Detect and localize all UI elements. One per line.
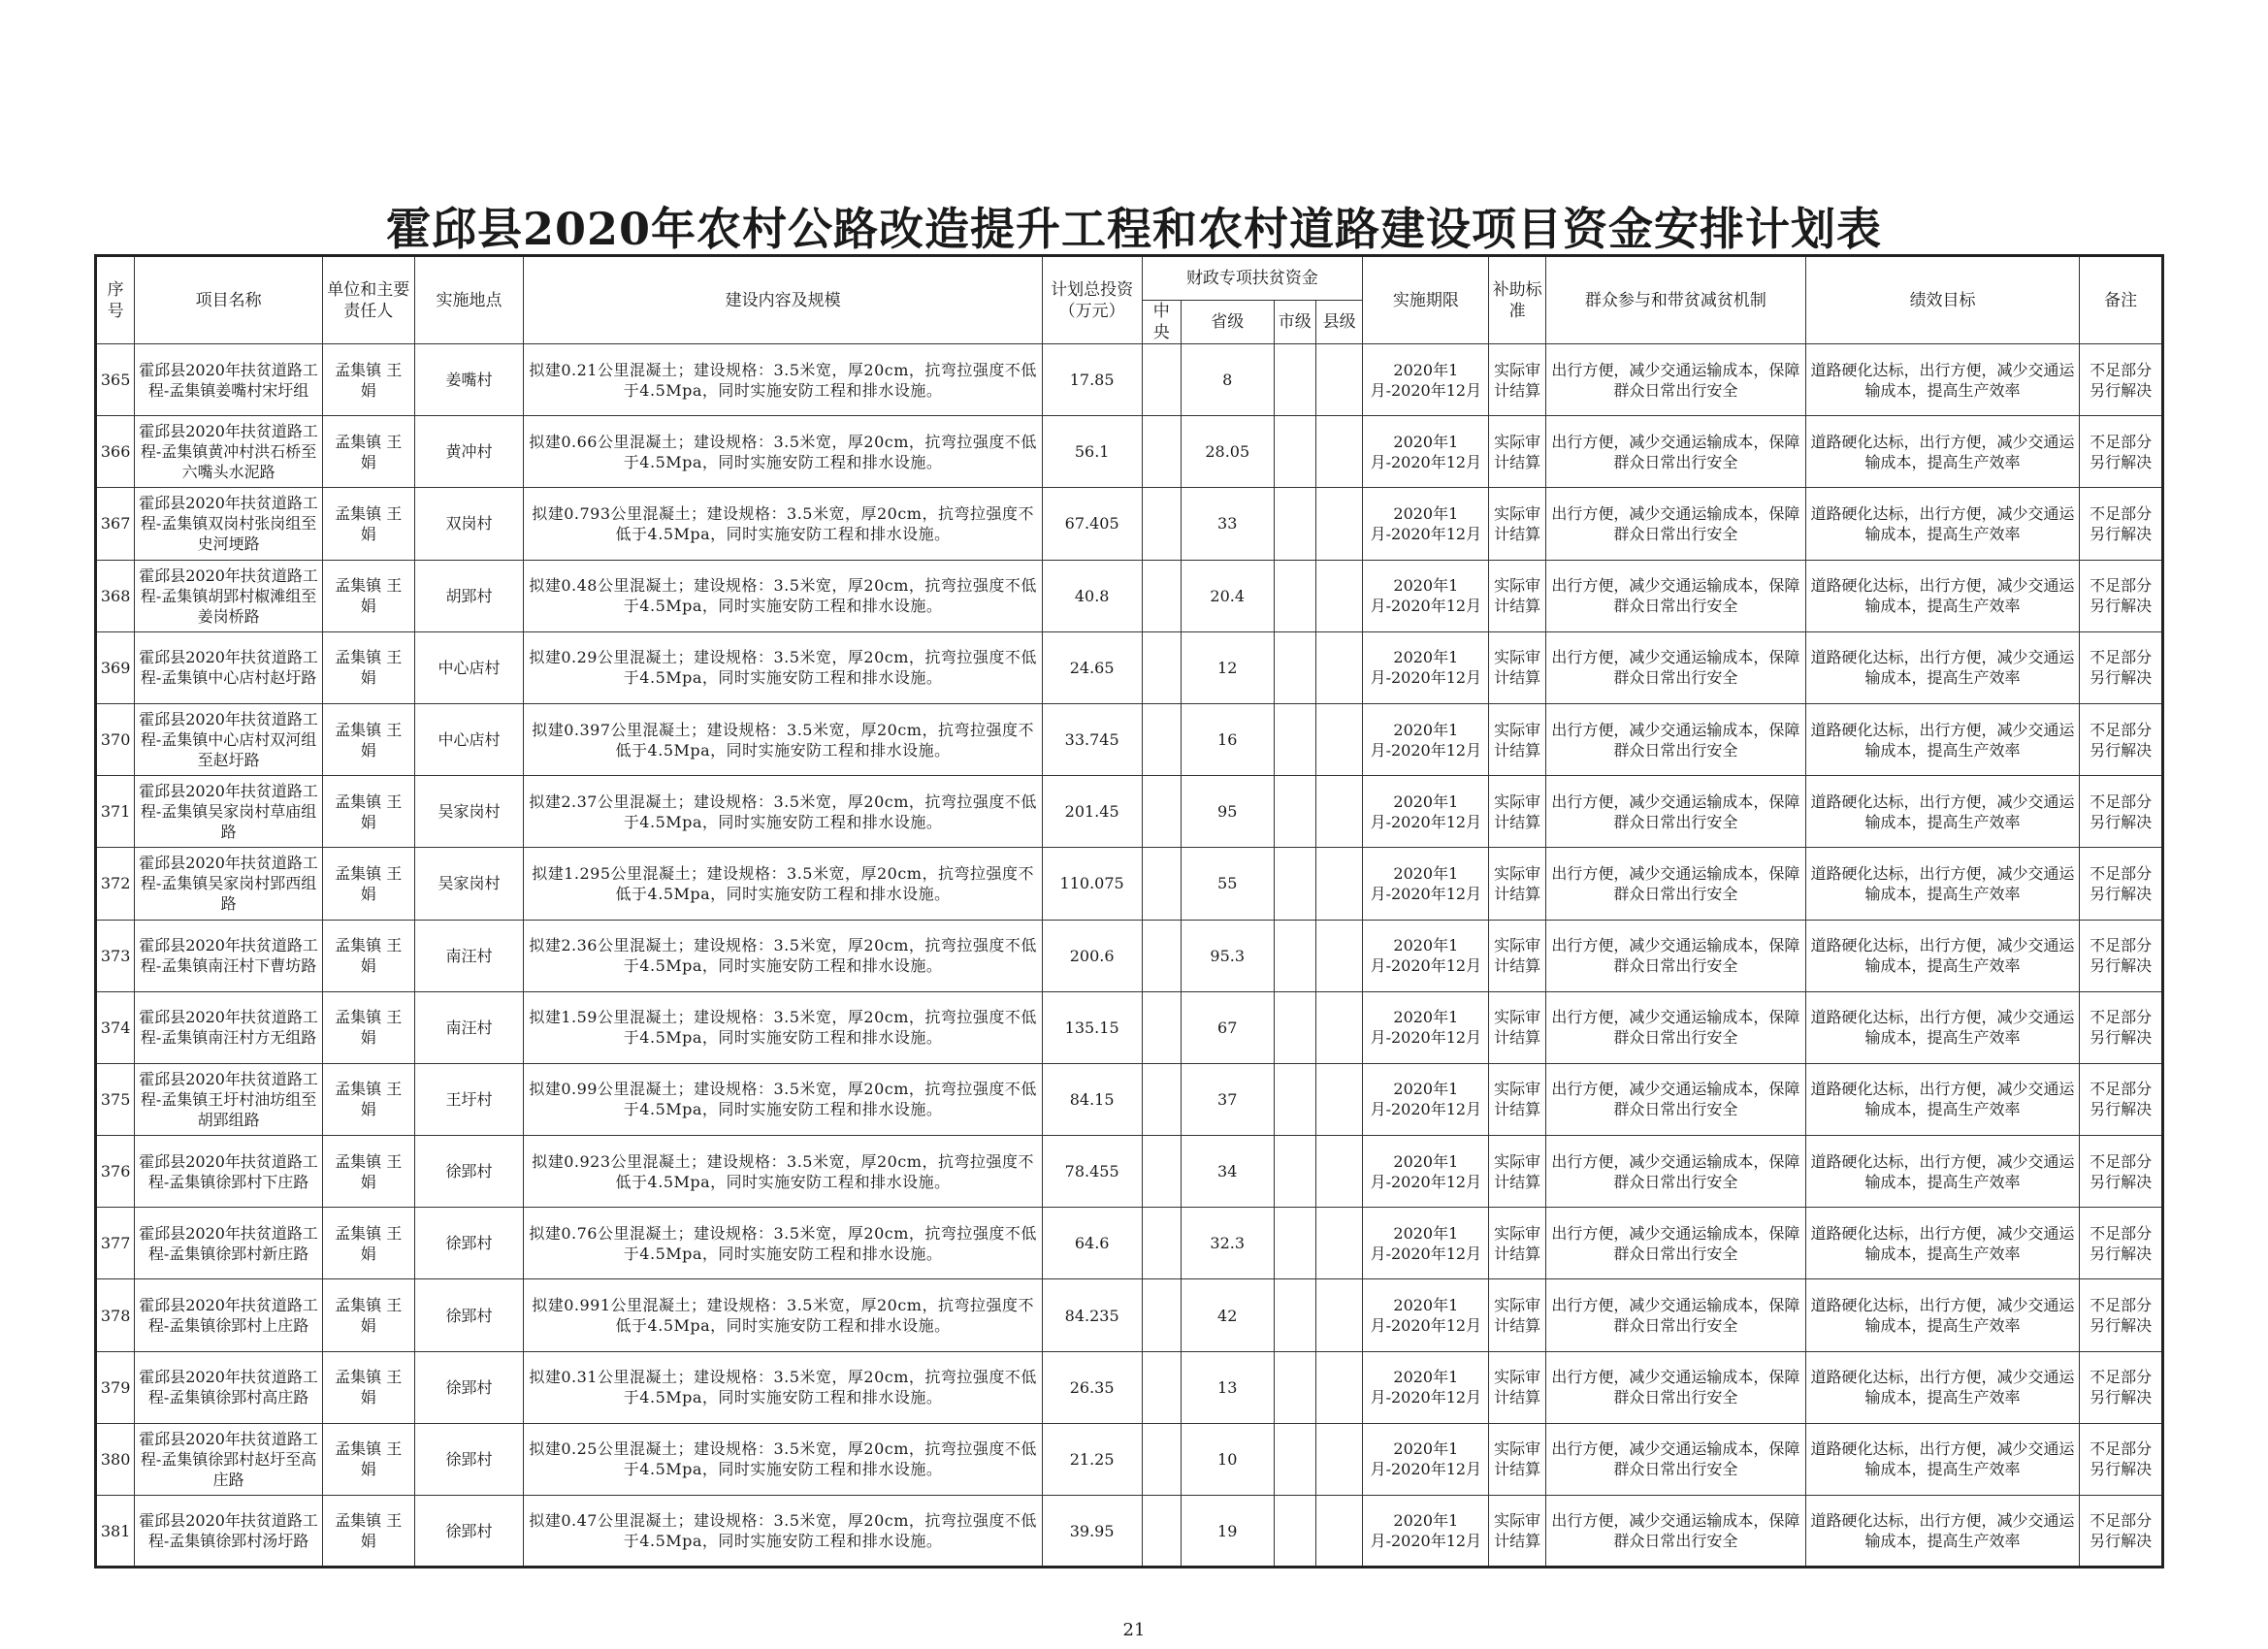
table-row [96, 631, 2163, 703]
cell-mechanism: 出行方便，减少交通运输成本，保障群众日常出行安全 [1545, 776, 1805, 848]
cell-name: 霍邱县2020年扶贫道路工程-孟集镇徐郢村上庄路 [135, 1279, 323, 1351]
cell-standard: 实际审计结算 [1489, 991, 1545, 1063]
cell-location: 黄冲村 [414, 416, 524, 488]
cell-target: 道路硬化达标，出行方便，减少交通运输成本，提高生产效率 [1805, 1063, 2079, 1135]
cell-seq: 377 [96, 1208, 135, 1279]
cell-standard: 实际审计结算 [1489, 703, 1545, 775]
cell-note: 不足部分另行解决 [2080, 1423, 2163, 1495]
header-note: 备注 [2080, 256, 2163, 344]
cell-content: 拟建0.25公里混凝土；建设规格：3.5米宽，厚20cm，抗弯拉强度不低于4.5Mpa，同时实施安防工程和排水设施。 [524, 1423, 1042, 1495]
cell-provincial: 10 [1181, 1423, 1274, 1495]
cell-seq: 374 [96, 991, 135, 1063]
cell-standard: 实际审计结算 [1489, 1496, 1545, 1568]
cell-content: 拟建0.29公里混凝土；建设规格：3.5米宽，厚20cm，抗弯拉强度不低于4.5Mpa，同时实施安防工程和排水设施。 [524, 631, 1042, 703]
cell-city [1274, 631, 1315, 703]
cell-county [1315, 1208, 1362, 1279]
cell-target: 道路硬化达标，出行方便，减少交通运输成本，提高生产效率 [1805, 344, 2079, 416]
cell-central [1142, 1279, 1181, 1351]
cell-total: 78.455 [1042, 1136, 1142, 1208]
cell-note: 不足部分另行解决 [2080, 703, 2163, 775]
cell-county [1315, 991, 1362, 1063]
cell-target: 道路硬化达标，出行方便，减少交通运输成本，提高生产效率 [1805, 920, 2079, 991]
cell-location: 徐郢村 [414, 1136, 524, 1208]
cell-target: 道路硬化达标，出行方便，减少交通运输成本，提高生产效率 [1805, 631, 2079, 703]
header-seq: 序号 [96, 256, 135, 344]
cell-target: 道路硬化达标，出行方便，减少交通运输成本，提高生产效率 [1805, 1423, 2079, 1495]
cell-standard: 实际审计结算 [1489, 1063, 1545, 1135]
cell-county [1315, 848, 1362, 920]
cell-provincial: 19 [1181, 1496, 1274, 1568]
cell-unit: 孟集镇 王 娟 [322, 488, 414, 560]
cell-target: 道路硬化达标，出行方便，减少交通运输成本，提高生产效率 [1805, 560, 2079, 631]
cell-central [1142, 991, 1181, 1063]
table-header-row [96, 256, 2163, 301]
cell-location: 姜嘴村 [414, 344, 524, 416]
cell-note: 不足部分另行解决 [2080, 1208, 2163, 1279]
cell-total: 33.745 [1042, 703, 1142, 775]
cell-content: 拟建0.99公里混凝土；建设规格：3.5米宽，厚20cm，抗弯拉强度不低于4.5Mpa，同时实施安防工程和排水设施。 [524, 1063, 1042, 1135]
cell-central [1142, 1136, 1181, 1208]
funding-table [94, 254, 2164, 1568]
cell-content: 拟建0.397公里混凝土；建设规格：3.5米宽，厚20cm，抗弯拉强度不低于4.5Mpa，同时实施安防工程和排水设施。 [524, 703, 1042, 775]
cell-total: 67.405 [1042, 488, 1142, 560]
cell-content: 拟建0.48公里混凝土；建设规格：3.5米宽，厚20cm，抗弯拉强度不低于4.5Mpa，同时实施安防工程和排水设施。 [524, 560, 1042, 631]
cell-total: 39.95 [1042, 1496, 1142, 1568]
cell-city [1274, 848, 1315, 920]
cell-period: 2020年1月-2020年12月 [1363, 1136, 1489, 1208]
cell-note: 不足部分另行解决 [2080, 1279, 2163, 1351]
cell-period: 2020年1月-2020年12月 [1363, 703, 1489, 775]
cell-central [1142, 488, 1181, 560]
cell-location: 徐郢村 [414, 1423, 524, 1495]
cell-standard: 实际审计结算 [1489, 1136, 1545, 1208]
cell-period: 2020年1月-2020年12月 [1363, 1063, 1489, 1135]
cell-name: 霍邱县2020年扶贫道路工程-孟集镇双岗村张岗组至史河埂路 [135, 488, 323, 560]
table-row [96, 1279, 2163, 1351]
cell-total: 84.235 [1042, 1279, 1142, 1351]
cell-unit: 孟集镇 王 娟 [322, 344, 414, 416]
header-total: 计划总投资（万元） [1042, 256, 1142, 344]
cell-period: 2020年1月-2020年12月 [1363, 848, 1489, 920]
cell-name: 霍邱县2020年扶贫道路工程-孟集镇中心店村双河组至赵圩路 [135, 703, 323, 775]
cell-seq: 379 [96, 1351, 135, 1423]
cell-county [1315, 1063, 1362, 1135]
cell-target: 道路硬化达标，出行方便，减少交通运输成本，提高生产效率 [1805, 1351, 2079, 1423]
cell-central [1142, 1496, 1181, 1568]
cell-location: 南汪村 [414, 991, 524, 1063]
header-target: 绩效目标 [1805, 256, 2079, 344]
cell-city [1274, 1496, 1315, 1568]
cell-mechanism: 出行方便，减少交通运输成本，保障群众日常出行安全 [1545, 1208, 1805, 1279]
table-row [96, 703, 2163, 775]
cell-note: 不足部分另行解决 [2080, 631, 2163, 703]
cell-total: 201.45 [1042, 776, 1142, 848]
cell-provincial: 16 [1181, 703, 1274, 775]
cell-name: 霍邱县2020年扶贫道路工程-孟集镇南汪村方无组路 [135, 991, 323, 1063]
cell-standard: 实际审计结算 [1489, 776, 1545, 848]
cell-provincial: 67 [1181, 991, 1274, 1063]
table-row [96, 488, 2163, 560]
cell-target: 道路硬化达标，出行方便，减少交通运输成本，提高生产效率 [1805, 1136, 2079, 1208]
cell-mechanism: 出行方便，减少交通运输成本，保障群众日常出行安全 [1545, 560, 1805, 631]
cell-central [1142, 703, 1181, 775]
cell-name: 霍邱县2020年扶贫道路工程-孟集镇中心店村赵圩路 [135, 631, 323, 703]
cell-note: 不足部分另行解决 [2080, 344, 2163, 416]
cell-provincial: 42 [1181, 1279, 1274, 1351]
cell-provincial: 95 [1181, 776, 1274, 848]
header-central: 中央 [1142, 301, 1181, 344]
cell-unit: 孟集镇 王 娟 [322, 776, 414, 848]
cell-period: 2020年1月-2020年12月 [1363, 1423, 1489, 1495]
cell-seq: 375 [96, 1063, 135, 1135]
cell-county [1315, 344, 1362, 416]
cell-unit: 孟集镇 王 娟 [322, 560, 414, 631]
cell-provincial: 8 [1181, 344, 1274, 416]
cell-county [1315, 776, 1362, 848]
cell-central [1142, 1423, 1181, 1495]
cell-name: 霍邱县2020年扶贫道路工程-孟集镇胡郢村椒滩组至姜岗桥路 [135, 560, 323, 631]
cell-note: 不足部分另行解决 [2080, 776, 2163, 848]
cell-provincial: 12 [1181, 631, 1274, 703]
cell-seq: 373 [96, 920, 135, 991]
cell-mechanism: 出行方便，减少交通运输成本，保障群众日常出行安全 [1545, 1136, 1805, 1208]
cell-period: 2020年1月-2020年12月 [1363, 488, 1489, 560]
cell-county [1315, 631, 1362, 703]
cell-standard: 实际审计结算 [1489, 416, 1545, 488]
cell-provincial: 34 [1181, 1136, 1274, 1208]
cell-content: 拟建1.295公里混凝土；建设规格：3.5米宽，厚20cm，抗弯拉强度不低于4.5Mpa，同时实施安防工程和排水设施。 [524, 848, 1042, 920]
cell-standard: 实际审计结算 [1489, 1279, 1545, 1351]
cell-county [1315, 1279, 1362, 1351]
cell-unit: 孟集镇 王 娟 [322, 920, 414, 991]
cell-note: 不足部分另行解决 [2080, 560, 2163, 631]
cell-target: 道路硬化达标，出行方便，减少交通运输成本，提高生产效率 [1805, 776, 2079, 848]
cell-central [1142, 344, 1181, 416]
cell-location: 吴家岗村 [414, 776, 524, 848]
cell-content: 拟建2.37公里混凝土；建设规格：3.5米宽，厚20cm，抗弯拉强度不低于4.5Mpa，同时实施安防工程和排水设施。 [524, 776, 1042, 848]
cell-total: 26.35 [1042, 1351, 1142, 1423]
cell-county [1315, 560, 1362, 631]
cell-seq: 376 [96, 1136, 135, 1208]
cell-name: 霍邱县2020年扶贫道路工程-孟集镇南汪村下曹坊路 [135, 920, 323, 991]
cell-county [1315, 1136, 1362, 1208]
cell-target: 道路硬化达标，出行方便，减少交通运输成本，提高生产效率 [1805, 1279, 2079, 1351]
cell-note: 不足部分另行解决 [2080, 920, 2163, 991]
cell-standard: 实际审计结算 [1489, 560, 1545, 631]
cell-period: 2020年1月-2020年12月 [1363, 920, 1489, 991]
cell-standard: 实际审计结算 [1489, 488, 1545, 560]
cell-provincial: 13 [1181, 1351, 1274, 1423]
table-row [96, 560, 2163, 631]
cell-location: 徐郢村 [414, 1208, 524, 1279]
cell-central [1142, 1063, 1181, 1135]
cell-note: 不足部分另行解决 [2080, 488, 2163, 560]
header-fund-group: 财政专项扶贫资金 [1142, 256, 1363, 301]
cell-standard: 实际审计结算 [1489, 1208, 1545, 1279]
table-row [96, 776, 2163, 848]
header-unit: 单位和主要责任人 [322, 256, 414, 344]
cell-mechanism: 出行方便，减少交通运输成本，保障群众日常出行安全 [1545, 991, 1805, 1063]
table-row [96, 344, 2163, 416]
cell-standard: 实际审计结算 [1489, 631, 1545, 703]
cell-note: 不足部分另行解决 [2080, 991, 2163, 1063]
cell-central [1142, 848, 1181, 920]
cell-content: 拟建1.59公里混凝土；建设规格：3.5米宽，厚20cm，抗弯拉强度不低于4.5Mpa，同时实施安防工程和排水设施。 [524, 991, 1042, 1063]
cell-name: 霍邱县2020年扶贫道路工程-孟集镇徐郢村赵圩至高庄路 [135, 1423, 323, 1495]
cell-period: 2020年1月-2020年12月 [1363, 991, 1489, 1063]
cell-unit: 孟集镇 王 娟 [322, 991, 414, 1063]
cell-target: 道路硬化达标，出行方便，减少交通运输成本，提高生产效率 [1805, 991, 2079, 1063]
cell-name: 霍邱县2020年扶贫道路工程-孟集镇徐郢村新庄路 [135, 1208, 323, 1279]
cell-unit: 孟集镇 王 娟 [322, 1136, 414, 1208]
cell-mechanism: 出行方便，减少交通运输成本，保障群众日常出行安全 [1545, 920, 1805, 991]
cell-unit: 孟集镇 王 娟 [322, 1208, 414, 1279]
cell-provincial: 28.05 [1181, 416, 1274, 488]
cell-period: 2020年1月-2020年12月 [1363, 1208, 1489, 1279]
cell-mechanism: 出行方便，减少交通运输成本，保障群众日常出行安全 [1545, 416, 1805, 488]
cell-total: 24.65 [1042, 631, 1142, 703]
cell-county [1315, 488, 1362, 560]
cell-content: 拟建0.47公里混凝土；建设规格：3.5米宽，厚20cm，抗弯拉强度不低于4.5Mpa，同时实施安防工程和排水设施。 [524, 1496, 1042, 1568]
cell-note: 不足部分另行解决 [2080, 848, 2163, 920]
cell-city [1274, 920, 1315, 991]
cell-total: 56.1 [1042, 416, 1142, 488]
cell-mechanism: 出行方便，减少交通运输成本，保障群众日常出行安全 [1545, 848, 1805, 920]
table-row [96, 416, 2163, 488]
cell-note: 不足部分另行解决 [2080, 1351, 2163, 1423]
cell-location: 王圩村 [414, 1063, 524, 1135]
table-row [96, 1496, 2163, 1568]
table-row [96, 848, 2163, 920]
cell-name: 霍邱县2020年扶贫道路工程-孟集镇黄冲村洪石桥至六嘴头水泥路 [135, 416, 323, 488]
header-county: 县级 [1315, 301, 1362, 344]
cell-seq: 380 [96, 1423, 135, 1495]
cell-seq: 369 [96, 631, 135, 703]
cell-name: 霍邱县2020年扶贫道路工程-孟集镇吴家岗村郢西组路 [135, 848, 323, 920]
cell-content: 拟建0.21公里混凝土；建设规格：3.5米宽，厚20cm，抗弯拉强度不低于4.5Mpa，同时实施安防工程和排水设施。 [524, 344, 1042, 416]
header-location: 实施地点 [414, 256, 524, 344]
cell-location: 中心店村 [414, 631, 524, 703]
cell-note: 不足部分另行解决 [2080, 416, 2163, 488]
cell-target: 道路硬化达标，出行方便，减少交通运输成本，提高生产效率 [1805, 703, 2079, 775]
table-row [96, 1208, 2163, 1279]
cell-central [1142, 1351, 1181, 1423]
cell-period: 2020年1月-2020年12月 [1363, 1279, 1489, 1351]
cell-city [1274, 1351, 1315, 1423]
cell-seq: 372 [96, 848, 135, 920]
cell-provincial: 37 [1181, 1063, 1274, 1135]
header-provincial: 省级 [1181, 301, 1274, 344]
cell-content: 拟建0.923公里混凝土；建设规格：3.5米宽，厚20cm，抗弯拉强度不低于4.5Mpa，同时实施安防工程和排水设施。 [524, 1136, 1042, 1208]
cell-name: 霍邱县2020年扶贫道路工程-孟集镇徐郢村汤圩路 [135, 1496, 323, 1568]
table-row [96, 991, 2163, 1063]
cell-seq: 378 [96, 1279, 135, 1351]
cell-target: 道路硬化达标，出行方便，减少交通运输成本，提高生产效率 [1805, 848, 2079, 920]
cell-name: 霍邱县2020年扶贫道路工程-孟集镇徐郢村高庄路 [135, 1351, 323, 1423]
cell-county [1315, 920, 1362, 991]
cell-standard: 实际审计结算 [1489, 848, 1545, 920]
cell-location: 双岗村 [414, 488, 524, 560]
cell-city [1274, 1063, 1315, 1135]
cell-standard: 实际审计结算 [1489, 1423, 1545, 1495]
header-standard: 补助标准 [1489, 256, 1545, 344]
cell-total: 17.85 [1042, 344, 1142, 416]
cell-total: 200.6 [1042, 920, 1142, 991]
cell-city [1274, 488, 1315, 560]
cell-provincial: 33 [1181, 488, 1274, 560]
cell-content: 拟建0.793公里混凝土；建设规格：3.5米宽，厚20cm，抗弯拉强度不低于4.5Mpa，同时实施安防工程和排水设施。 [524, 488, 1042, 560]
cell-period: 2020年1月-2020年12月 [1363, 416, 1489, 488]
cell-city [1274, 344, 1315, 416]
cell-central [1142, 416, 1181, 488]
cell-mechanism: 出行方便，减少交通运输成本，保障群众日常出行安全 [1545, 1063, 1805, 1135]
page-title: 霍邱县2020年农村公路改造提升工程和农村道路建设项目资金安排计划表 [385, 203, 1883, 255]
cell-target: 道路硬化达标，出行方便，减少交通运输成本，提高生产效率 [1805, 1496, 2079, 1568]
cell-period: 2020年1月-2020年12月 [1363, 1496, 1489, 1568]
cell-mechanism: 出行方便，减少交通运输成本，保障群众日常出行安全 [1545, 703, 1805, 775]
cell-period: 2020年1月-2020年12月 [1363, 776, 1489, 848]
cell-standard: 实际审计结算 [1489, 344, 1545, 416]
cell-total: 40.8 [1042, 560, 1142, 631]
cell-total: 21.25 [1042, 1423, 1142, 1495]
table-row [96, 1351, 2163, 1423]
cell-content: 拟建2.36公里混凝土；建设规格：3.5米宽，厚20cm，抗弯拉强度不低于4.5Mpa，同时实施安防工程和排水设施。 [524, 920, 1042, 991]
cell-location: 南汪村 [414, 920, 524, 991]
cell-mechanism: 出行方便，减少交通运输成本，保障群众日常出行安全 [1545, 1351, 1805, 1423]
cell-city [1274, 416, 1315, 488]
cell-provincial: 55 [1181, 848, 1274, 920]
cell-note: 不足部分另行解决 [2080, 1063, 2163, 1135]
cell-mechanism: 出行方便，减少交通运输成本，保障群众日常出行安全 [1545, 1496, 1805, 1568]
header-period: 实施期限 [1363, 256, 1489, 344]
cell-provincial: 20.4 [1181, 560, 1274, 631]
cell-standard: 实际审计结算 [1489, 920, 1545, 991]
cell-central [1142, 560, 1181, 631]
table-row [96, 1423, 2163, 1495]
cell-period: 2020年1月-2020年12月 [1363, 344, 1489, 416]
cell-provincial: 32.3 [1181, 1208, 1274, 1279]
cell-central [1142, 631, 1181, 703]
cell-county [1315, 1423, 1362, 1495]
cell-period: 2020年1月-2020年12月 [1363, 560, 1489, 631]
table-row [96, 1063, 2163, 1135]
cell-city [1274, 1136, 1315, 1208]
cell-note: 不足部分另行解决 [2080, 1496, 2163, 1568]
cell-mechanism: 出行方便，减少交通运输成本，保障群众日常出行安全 [1545, 1279, 1805, 1351]
cell-central [1142, 776, 1181, 848]
cell-total: 64.6 [1042, 1208, 1142, 1279]
cell-content: 拟建0.991公里混凝土；建设规格：3.5米宽，厚20cm，抗弯拉强度不低于4.5Mpa，同时实施安防工程和排水设施。 [524, 1279, 1042, 1351]
header-mechanism: 群众参与和带贫减贫机制 [1545, 256, 1805, 344]
cell-content: 拟建0.66公里混凝土；建设规格：3.5米宽，厚20cm，抗弯拉强度不低于4.5Mpa，同时实施安防工程和排水设施。 [524, 416, 1042, 488]
cell-seq: 365 [96, 344, 135, 416]
cell-mechanism: 出行方便，减少交通运输成本，保障群众日常出行安全 [1545, 344, 1805, 416]
cell-content: 拟建0.31公里混凝土；建设规格：3.5米宽，厚20cm，抗弯拉强度不低于4.5Mpa，同时实施安防工程和排水设施。 [524, 1351, 1042, 1423]
cell-location: 中心店村 [414, 703, 524, 775]
cell-name: 霍邱县2020年扶贫道路工程-孟集镇姜嘴村宋圩组 [135, 344, 323, 416]
cell-county [1315, 1351, 1362, 1423]
cell-unit: 孟集镇 王 娟 [322, 703, 414, 775]
cell-seq: 368 [96, 560, 135, 631]
table-row [96, 920, 2163, 991]
cell-city [1274, 703, 1315, 775]
cell-seq: 366 [96, 416, 135, 488]
cell-seq: 371 [96, 776, 135, 848]
cell-content: 拟建0.76公里混凝土；建设规格：3.5米宽，厚20cm，抗弯拉强度不低于4.5Mpa，同时实施安防工程和排水设施。 [524, 1208, 1042, 1279]
table-row [96, 1136, 2163, 1208]
page-number: 21 [1122, 1620, 1146, 1640]
cell-name: 霍邱县2020年扶贫道路工程-孟集镇徐郢村下庄路 [135, 1136, 323, 1208]
cell-total: 84.15 [1042, 1063, 1142, 1135]
cell-central [1142, 1208, 1181, 1279]
cell-mechanism: 出行方便，减少交通运输成本，保障群众日常出行安全 [1545, 631, 1805, 703]
cell-county [1315, 416, 1362, 488]
cell-seq: 367 [96, 488, 135, 560]
cell-note: 不足部分另行解决 [2080, 1136, 2163, 1208]
cell-mechanism: 出行方便，减少交通运输成本，保障群众日常出行安全 [1545, 1423, 1805, 1495]
cell-location: 胡郢村 [414, 560, 524, 631]
cell-county [1315, 703, 1362, 775]
cell-city [1274, 1279, 1315, 1351]
cell-unit: 孟集镇 王 娟 [322, 416, 414, 488]
cell-total: 110.075 [1042, 848, 1142, 920]
cell-unit: 孟集镇 王 娟 [322, 848, 414, 920]
cell-unit: 孟集镇 王 娟 [322, 1351, 414, 1423]
cell-location: 徐郢村 [414, 1351, 524, 1423]
cell-name: 霍邱县2020年扶贫道路工程-孟集镇吴家岗村草庙组路 [135, 776, 323, 848]
cell-period: 2020年1月-2020年12月 [1363, 1351, 1489, 1423]
cell-unit: 孟集镇 王 娟 [322, 1063, 414, 1135]
cell-location: 吴家岗村 [414, 848, 524, 920]
cell-county [1315, 1496, 1362, 1568]
cell-mechanism: 出行方便，减少交通运输成本，保障群众日常出行安全 [1545, 488, 1805, 560]
cell-city [1274, 1208, 1315, 1279]
header-content: 建设内容及规模 [524, 256, 1042, 344]
header-city: 市级 [1274, 301, 1315, 344]
cell-standard: 实际审计结算 [1489, 1351, 1545, 1423]
cell-name: 霍邱县2020年扶贫道路工程-孟集镇王圩村油坊组至胡郢组路 [135, 1063, 323, 1135]
cell-city [1274, 1423, 1315, 1495]
cell-target: 道路硬化达标，出行方便，减少交通运输成本，提高生产效率 [1805, 416, 2079, 488]
cell-city [1274, 560, 1315, 631]
cell-seq: 370 [96, 703, 135, 775]
cell-unit: 孟集镇 王 娟 [322, 631, 414, 703]
header-name: 项目名称 [135, 256, 323, 344]
cell-target: 道路硬化达标，出行方便，减少交通运输成本，提高生产效率 [1805, 488, 2079, 560]
cell-seq: 381 [96, 1496, 135, 1568]
cell-location: 徐郢村 [414, 1496, 524, 1568]
cell-total: 135.15 [1042, 991, 1142, 1063]
cell-unit: 孟集镇 王 娟 [322, 1279, 414, 1351]
cell-provincial: 95.3 [1181, 920, 1274, 991]
cell-city [1274, 991, 1315, 1063]
cell-period: 2020年1月-2020年12月 [1363, 631, 1489, 703]
cell-central [1142, 920, 1181, 991]
cell-unit: 孟集镇 王 娟 [322, 1496, 414, 1568]
cell-city [1274, 776, 1315, 848]
cell-target: 道路硬化达标，出行方便，减少交通运输成本，提高生产效率 [1805, 1208, 2079, 1279]
cell-location: 徐郢村 [414, 1279, 524, 1351]
cell-unit: 孟集镇 王 娟 [322, 1423, 414, 1495]
